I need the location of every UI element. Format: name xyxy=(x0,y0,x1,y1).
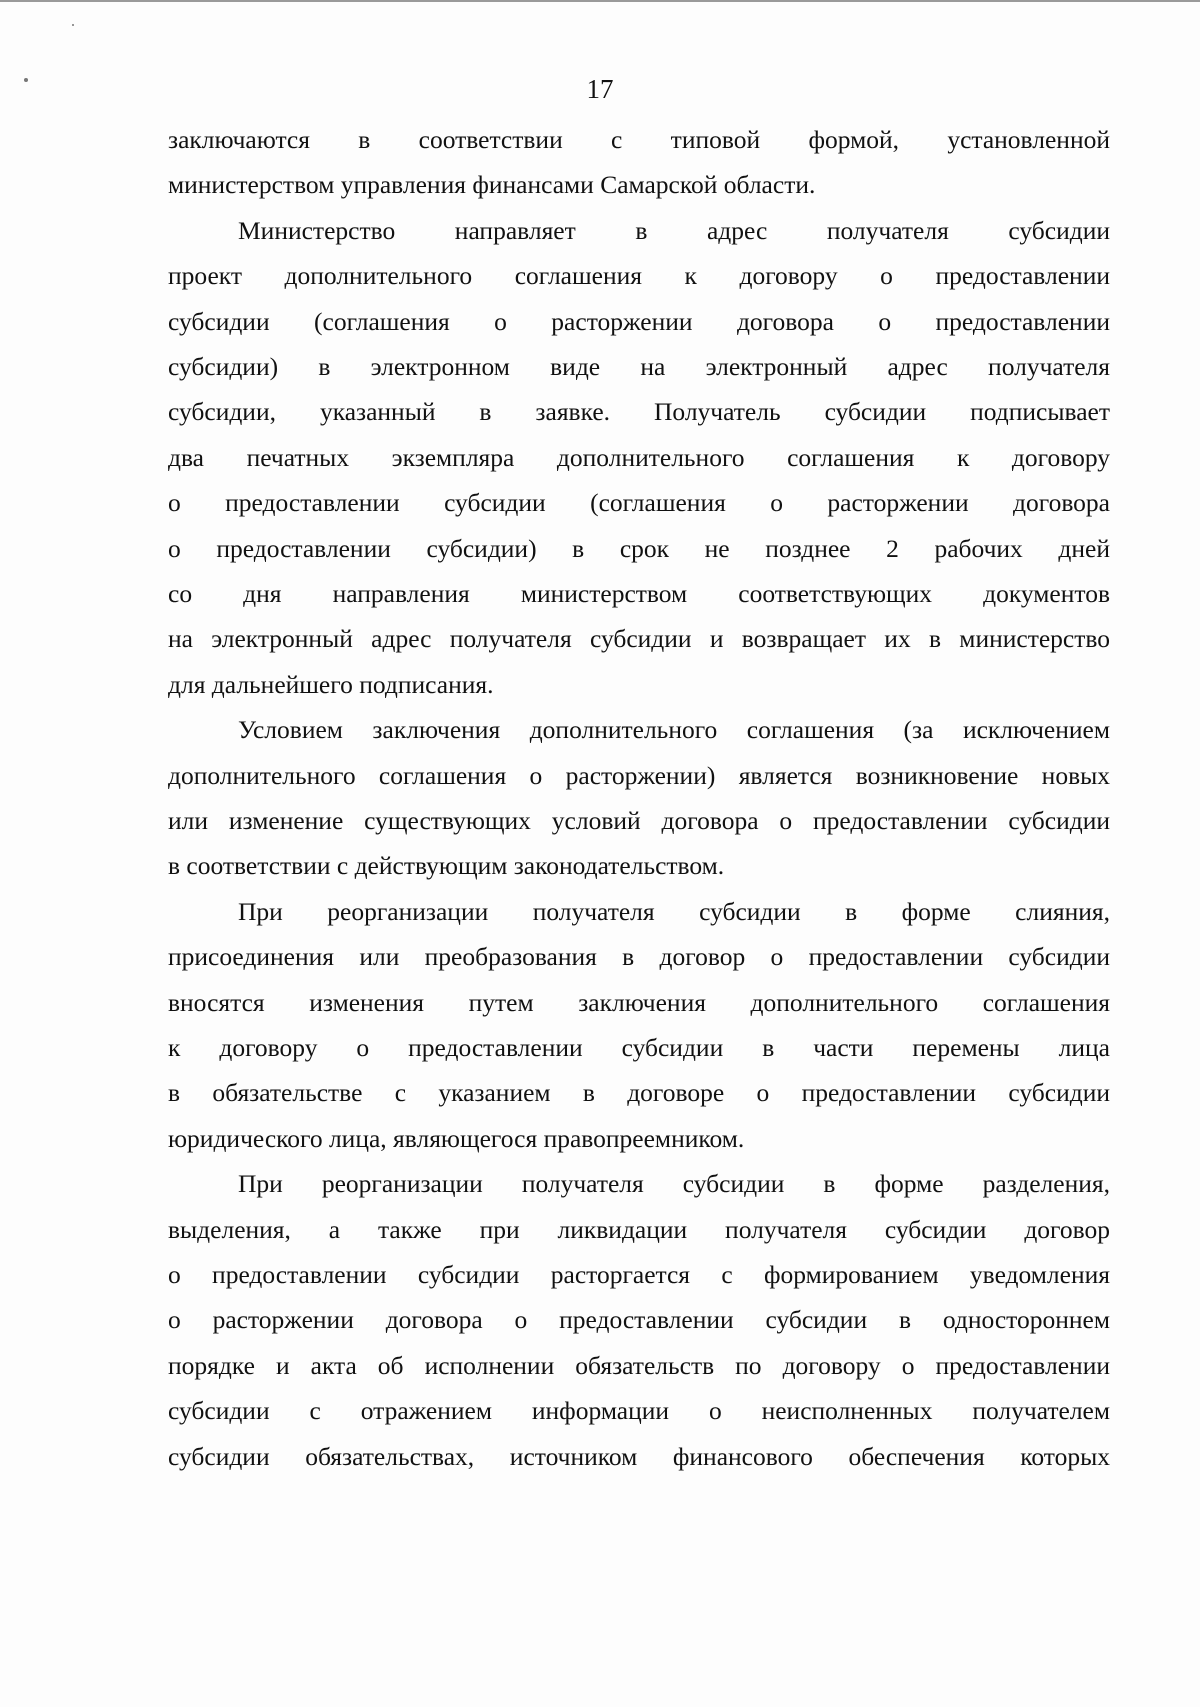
text-line: юридического лица, являющегося правопреемником. xyxy=(168,1124,745,1153)
text-line: для дальнейшего подписания. xyxy=(168,670,494,699)
text-line: заключаются в соответствии с типовой формой, установленной xyxy=(168,125,1110,154)
text-line: вносятся изменения путем заключения дополнительного соглашения xyxy=(168,988,1110,1017)
text-line: о предоставлении субсидии расторгается с формированием уведомления xyxy=(168,1260,1110,1289)
scan-speck xyxy=(72,24,74,26)
text-line: проект дополнительного соглашения к договору о предоставлении xyxy=(168,261,1110,290)
text-line: на электронный адрес получателя субсидии и возвращает их в министерство xyxy=(168,624,1110,653)
text-line: При реорганизации получателя субсидии в форме разделения, xyxy=(238,1169,1110,1198)
text-line: два печатных экземпляра дополнительного соглашения к договору xyxy=(168,443,1110,472)
text-line: о расторжении договора о предоставлении субсидии в одностороннем xyxy=(168,1305,1110,1334)
scan-edge-line xyxy=(0,0,1200,2)
text-line: со дня направления министерством соответствующих документов xyxy=(168,579,1110,608)
text-line: субсидии, указанный в заявке. Получатель субсидии подписывает xyxy=(168,397,1110,426)
text-line: При реорганизации получателя субсидии в форме слияния, xyxy=(238,897,1110,926)
text-line: министерством управления финансами Самарской области. xyxy=(168,170,816,199)
text-line: порядке и акта об исполнении обязательств по договору о предоставлении xyxy=(168,1351,1110,1380)
text-line: в обязательстве с указанием в договоре о предоставлении субсидии xyxy=(168,1078,1110,1107)
text-line: субсидии с отражением информации о неисполненных получателем xyxy=(168,1396,1110,1425)
text-line: к договору о предоставлении субсидии в части перемены лица xyxy=(168,1033,1110,1062)
text-line: в соответствии с действующим законодательством. xyxy=(168,851,725,880)
text-line: или изменение существующих условий договора о предоставлении субсидии xyxy=(168,806,1110,835)
text-line: субсидии (соглашения о расторжении договора о предоставлении xyxy=(168,307,1110,336)
text-line: присоединения или преобразования в договор о предоставлении субсидии xyxy=(168,942,1110,971)
text-line: Министерство направляет в адрес получателя субсидии xyxy=(238,216,1110,245)
text-line: субсидии обязательствах, источником финансового обеспечения которых xyxy=(168,1442,1110,1471)
text-line: выделения, а также при ликвидации получателя субсидии договор xyxy=(168,1215,1110,1244)
text-line: субсидии) в электронном виде на электронный адрес получателя xyxy=(168,352,1110,381)
text-line: о предоставлении субсидии) в срок не позднее 2 рабочих дней xyxy=(168,534,1110,563)
text-line: Условием заключения дополнительного соглашения (за исключением xyxy=(238,715,1110,744)
page-number: 17 xyxy=(586,74,614,104)
text-line: о предоставлении субсидии (соглашения о расторжении договора xyxy=(168,488,1110,517)
text-line: дополнительного соглашения о расторжении) является возникновение новых xyxy=(168,761,1110,790)
